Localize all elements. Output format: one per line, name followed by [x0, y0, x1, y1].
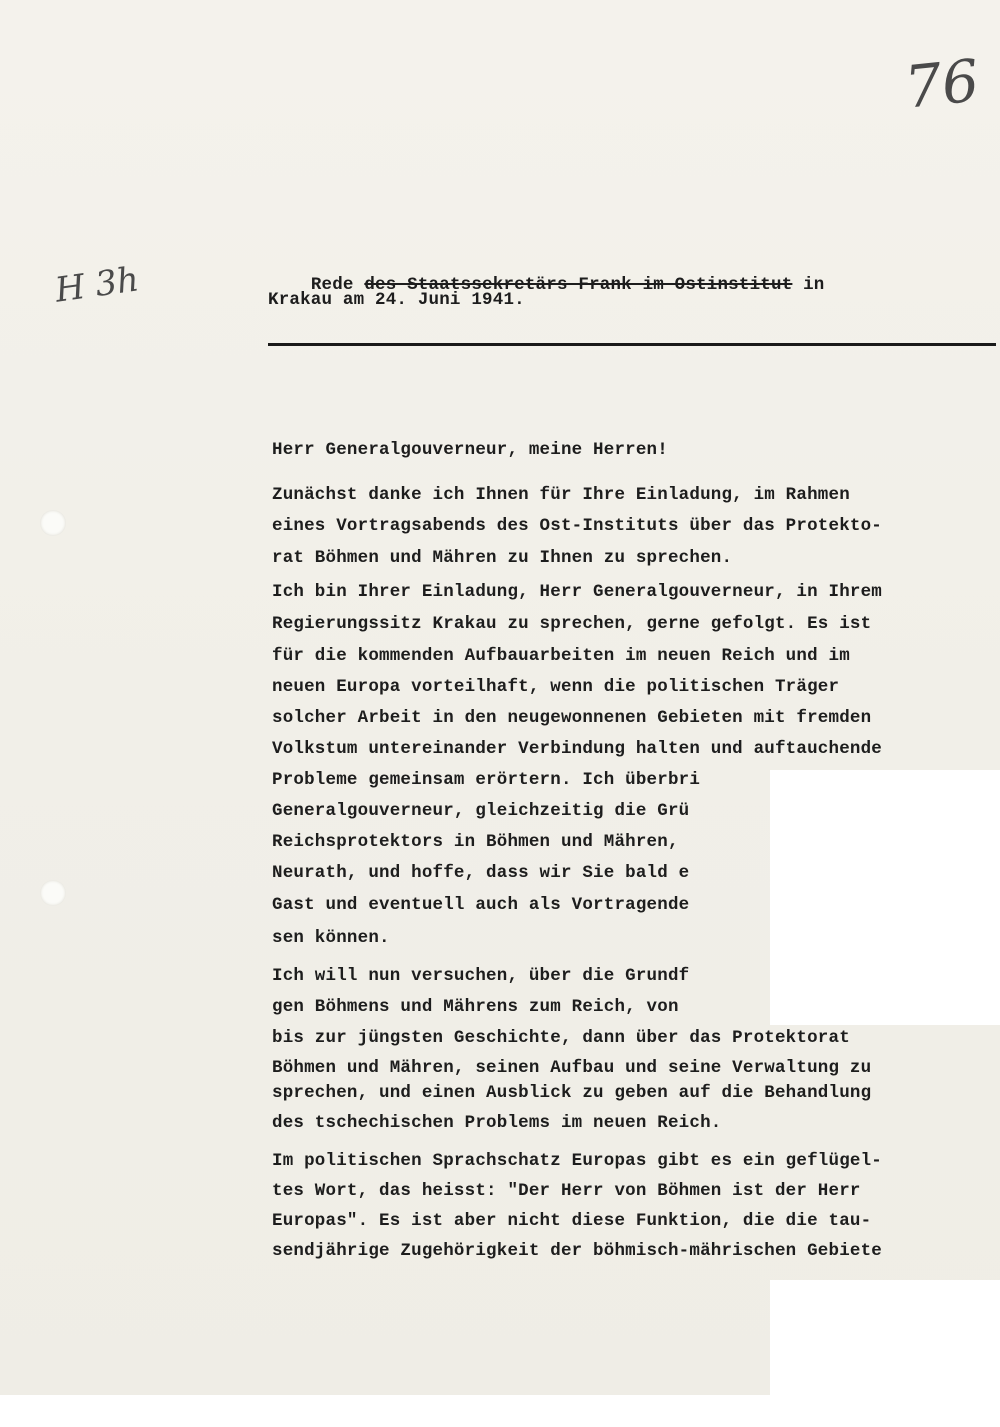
body-line: Ich bin Ihrer Einladung, Herr Generalgouverneur, in Ihrem — [272, 582, 882, 602]
heading-line-2: Krakau am 24. Juni 1941. — [268, 290, 525, 310]
body-line: bis zur jüngsten Geschichte, dann über das Protektorat — [272, 1028, 850, 1048]
heading-prefix: Rede — [310, 275, 365, 295]
margin-mark-handwritten: H 3h — [52, 259, 142, 311]
body-line: Volkstum untereinander Verbindung halten und auftauchende — [272, 739, 882, 759]
body-line: Zunächst danke ich Ihnen für Ihre Einladung, im Rahmen — [272, 485, 850, 505]
body-line: sprechen, und einen Ausblick zu geben auf die Behandlung — [272, 1083, 872, 1103]
body-line: solcher Arbeit in den neugewonnenen Gebieten mit fremden — [272, 708, 872, 728]
page-number-handwritten: 76 — [901, 46, 983, 122]
body-line: rat Böhmen und Mähren zu Ihnen zu sprechen. — [272, 548, 733, 568]
body-line: Neurath, und hoffe, dass wir Sie bald e — [272, 863, 690, 883]
body-line: eines Vortragsabends des Ost-Instituts über das Protekto- — [272, 516, 882, 536]
body-line: Ich will nun versuchen, über die Grundf — [272, 966, 690, 986]
heading-rule — [268, 343, 996, 346]
body-line: des tschechischen Problems im neuen Reich. — [272, 1113, 722, 1133]
body-line: Reichsprotektors in Böhmen und Mähren, — [272, 832, 690, 852]
punch-hole-bottom — [40, 880, 66, 906]
body-line: Europas". Es ist aber nicht diese Funktion, die die tau- — [272, 1211, 872, 1231]
body-line: sen können. — [272, 928, 390, 948]
body-line: Probleme gemeinsam erörtern. Ich überbri — [272, 770, 701, 790]
body-line: Im politischen Sprachschatz Europas gibt es ein geflügel- — [272, 1151, 882, 1171]
heading-suffix: in — [792, 275, 825, 295]
heading-struck-text: des Staatssekretärs Frank im Ostinstitut — [364, 275, 793, 295]
body-line: Regierungssitz Krakau zu sprechen, gerne gefolgt. Es ist — [272, 614, 872, 634]
punch-hole-top — [40, 510, 66, 536]
body-line: neuen Europa vorteilhaft, wenn die politischen Träger — [272, 677, 840, 697]
body-line: für die kommenden Aufbauarbeiten im neuen Reich und im — [272, 646, 850, 666]
body-line: Gast und eventuell auch als Vortragende — [272, 895, 690, 915]
body-line: gen Böhmens und Mährens zum Reich, von — [272, 997, 679, 1017]
body-line: Generalgouverneur, gleichzeitig die Grü — [272, 801, 690, 821]
body-line: Böhmen und Mähren, seinen Aufbau und seine Verwaltung zu — [272, 1058, 872, 1078]
body-line: tes Wort, das heisst: "Der Herr von Böhmen ist der Herr — [272, 1181, 861, 1201]
scan-cutout-right — [770, 770, 1000, 1025]
salutation: Herr Generalgouverneur, meine Herren! — [272, 440, 668, 460]
scan-cutout-bottom-strip — [0, 1395, 1000, 1427]
body-line: sendjährige Zugehörigkeit der böhmisch-mährischen Gebiete — [272, 1241, 882, 1261]
